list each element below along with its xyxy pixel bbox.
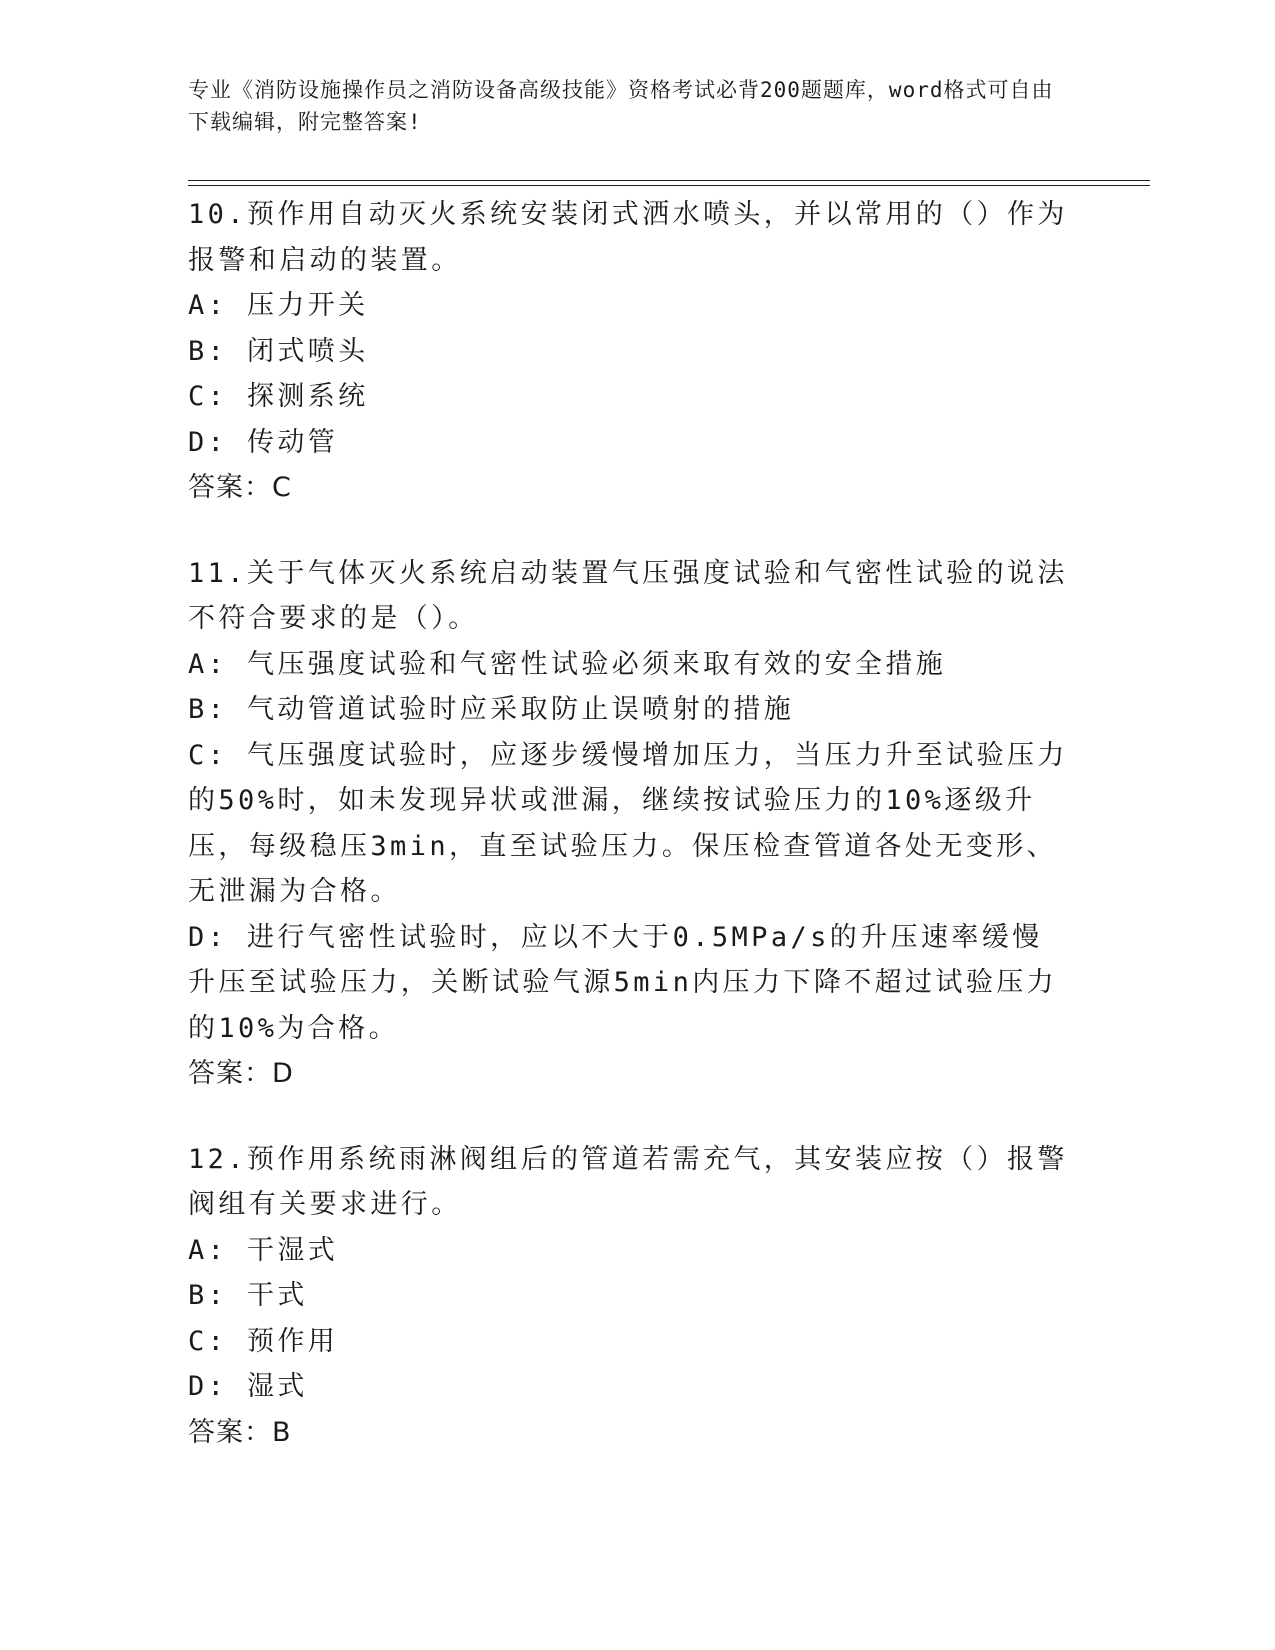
answer-value: C [272,472,291,503]
question-stem: 10.预作用自动灭火系统安装闭式洒水喷头，并以常用的（）作为报警和启动的装置。 [188,199,1068,276]
answer-label: 答案： [188,472,272,503]
question-stem: 11.关于气体灭火系统启动装置气压强度试验和气密性试验的说法不符合要求的是（）。 [188,557,1068,634]
option-d: D: 进行气密性试验时，应以不大于0.5MPa/s的升压速率缓慢升压至试验压力，关断试验气源5min内压力下降不超过试验压力的10%为合格。 [188,921,1058,1044]
option-d: D: 湿式 [188,1371,308,1402]
header-divider [188,180,1150,186]
option-c: C: 探测系统 [188,381,369,412]
option-d: D: 传动管 [188,426,339,458]
option-a: A: 压力开关 [188,290,369,321]
answer-line [188,1410,1068,1456]
option-b: B: 气动管道试验时应采取防止误喷射的措施 [188,694,795,725]
question-item [188,192,1068,511]
question-list [188,192,1068,1495]
option-b: B: 闭式喷头 [188,335,369,367]
option-c: C: 气压强度试验时，应逐步缓慢增加压力，当压力升至试验压力的50%时，如未发现异状或泄漏，继续按试验压力的10%逐级升压，每级稳压3min，直至试验压力。保压检查管道各处无变形、无泄漏为合格。 [188,739,1068,907]
document-header: 专业《消防设施操作员之消防设备高级技能》资格考试必背200题题库，word格式可自由下载编辑，附完整答案! [188,78,1054,134]
option-a: A: 干湿式 [188,1234,339,1266]
answer-value: B [272,1416,291,1448]
answer-line [188,465,1068,511]
question-item [188,1137,1068,1456]
option-b: B: 干式 [188,1280,308,1311]
option-a: A: 气压强度试验和气密性试验必须来取有效的安全措施 [188,648,947,680]
answer-value: D [272,1058,293,1089]
answer-label: 答案： [188,1058,272,1089]
option-c: C: 预作用 [188,1325,339,1357]
question-stem: 12.预作用系统雨淋阀组后的管道若需充气，其安装应按（）报警阀组有关要求进行。 [188,1143,1068,1220]
answer-label: 答案： [188,1416,272,1448]
question-item [188,551,1068,1097]
answer-line [188,1051,1068,1097]
